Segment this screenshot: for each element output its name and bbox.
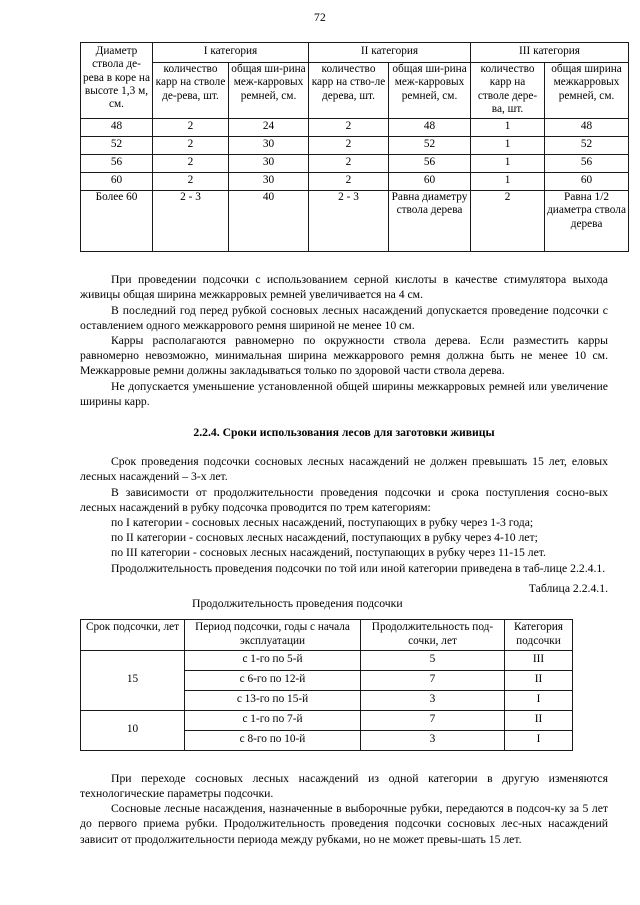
cell-cat3-width: 56	[545, 155, 629, 173]
table-row	[81, 710, 573, 730]
table-karry-subheader-4: общая ши-рина меж-карровых ремней, см.	[389, 63, 471, 119]
cell-cat3-count: 2	[471, 191, 545, 252]
cell-diameter: 48	[81, 119, 153, 137]
cell-cat2-count: 2	[309, 137, 389, 155]
cell-cat1-count: 2 - 3	[153, 191, 229, 252]
table-karry-header-cat1: I категория	[153, 43, 309, 63]
cell-cat1-width: 24	[229, 119, 309, 137]
table-row	[81, 173, 629, 191]
cell-cat1-width: 30	[229, 137, 309, 155]
cell-diameter: 60	[81, 173, 153, 191]
table-srok-duration	[80, 619, 573, 751]
table-karry-header-row-top	[81, 43, 629, 63]
table-row	[81, 137, 629, 155]
cell-period: с 1-го по 7-й	[185, 710, 361, 730]
cell-category: III	[505, 650, 573, 670]
cell-term: 15	[81, 650, 185, 710]
cell-duration: 3	[361, 690, 505, 710]
cell-cat3-count: 1	[471, 119, 545, 137]
cell-cat2-count: 2 - 3	[309, 191, 389, 252]
cell-cat3-width: Равна 1/2 диаметра ствола дерева	[545, 191, 629, 252]
cell-cat3-width: 52	[545, 137, 629, 155]
table-karry-subheader-5: количество карр на стволе дере-ва, шт.	[471, 63, 545, 119]
cell-cat2-count: 2	[309, 173, 389, 191]
cell-category: I	[505, 730, 573, 750]
cell-diameter: 56	[81, 155, 153, 173]
page-number: 72	[314, 12, 326, 24]
table-srok-header-period: Период подсочки, годы с начала эксплуатации	[185, 620, 361, 651]
cell-cat1-width: 30	[229, 155, 309, 173]
table-srok-header-category: Категория подсочки	[505, 620, 573, 651]
paragraph-table-reference: Продолжительность проведения подсочки по той или иной категории приведена в таб-лице 2.2.4.1.	[111, 561, 606, 575]
cell-period: с 1-го по 5-й	[185, 650, 361, 670]
cell-cat2-width: 60	[389, 173, 471, 191]
paragraph-last-year-before-cut: В последний год перед рубкой сосновых лесных насаждений допускается проведение подсочки с оставлением одного межкаррового ремня шириной не менее 10 см.	[80, 303, 608, 332]
table-srok-header-row	[81, 620, 573, 651]
paragraph-term-limits: Срок проведения подсочки сосновых лесных насаждений не должен превышать 15 лет, еловых лесных насаждений – 3-х лет.	[80, 455, 608, 484]
cell-cat1-width: 40	[229, 191, 309, 252]
cell-category: II	[505, 710, 573, 730]
table-srok-number-label: Таблица 2.2.4.1.	[528, 581, 608, 595]
cell-cat1-count: 2	[153, 173, 229, 191]
page-content	[80, 42, 626, 847]
cell-cat3-width: 60	[545, 173, 629, 191]
cell-diameter: Более 60	[81, 191, 153, 252]
table-karry-header-cat3: III категория	[471, 43, 629, 63]
list-item-category-2: по II категории - сосновых лесных насаждений, поступающих в рубку через 4-10 лет;	[111, 531, 538, 545]
cell-cat2-width: 56	[389, 155, 471, 173]
table-row	[81, 119, 629, 137]
cell-cat3-count: 1	[471, 155, 545, 173]
cell-cat3-count: 1	[471, 137, 545, 155]
table-srok-header-duration: Продолжительность под-сочки, лет	[361, 620, 505, 651]
table-row	[81, 155, 629, 173]
list-item-category-1: по I категории - сосновых лесных насаждений, поступающих в рубку через 1-3 года;	[111, 516, 534, 530]
table-karry-subheader-1: количество карр на стволе де-рева, шт.	[153, 63, 229, 119]
paragraph-sulfuric-acid: При проведении подсочки с использованием серной кислоты в качестве стимулятора выхода живицы общая ширина межкарровых ремней увеличивается на 4 см.	[80, 273, 608, 302]
cell-cat3-count: 1	[471, 173, 545, 191]
table-karry-subheader-2: общая ши-рина меж-карровых ремней, см.	[229, 63, 309, 119]
table-karry-subheader-3: количество карр на ство-ле дерева, шт.	[309, 63, 389, 119]
cell-cat1-count: 2	[153, 137, 229, 155]
cell-period: с 13-го по 15-й	[185, 690, 361, 710]
cell-period: с 6-го по 12-й	[185, 670, 361, 690]
table-row	[81, 650, 573, 670]
paragraph-karry-placement: Карры располагаются равномерно по окружности ствола дерева. Если разместить карры равномерно невозможно, минимальная ширина межкаррового ремня должна быть не менее 10 см. Межкарровые ремни должны закладываться только по здоровой части ствола дерева.	[80, 334, 608, 378]
cell-cat2-count: 2	[309, 119, 389, 137]
cell-category: I	[505, 690, 573, 710]
cell-diameter: 52	[81, 137, 153, 155]
table-karry-header-diameter: Диаметр ствола де-рева в коре на высоте 1,3 м, см.	[81, 43, 153, 119]
table-karry-parameters	[80, 42, 629, 252]
cell-cat2-width: 52	[389, 137, 471, 155]
cell-period: с 8-го по 10-й	[185, 730, 361, 750]
table-srok-title: Продолжительность проведения подсочки	[192, 597, 403, 611]
cell-cat2-width: 48	[389, 119, 471, 137]
cell-cat2-width: Равна диаметру ствола дерева	[389, 191, 471, 252]
list-item-category-3: по III категории - сосновых лесных насаждений, поступающих в рубку через 11-15 лет.	[111, 546, 546, 560]
paragraph-three-categories: В зависимости от продолжительности проведения подсочки и срока поступления сосно-вых лесных насаждений в рубку подсочка проводится по трем категориям:	[80, 485, 608, 514]
table-karry-header-row-sub	[81, 63, 629, 119]
cell-cat1-count: 2	[153, 155, 229, 173]
cell-duration: 5	[361, 650, 505, 670]
cell-category: II	[505, 670, 573, 690]
table-karry-subheader-6: общая ширина межкарровых ремней, см.	[545, 63, 629, 119]
paragraph-no-reduction: Не допускается уменьшение установленной общей ширины межкарровых ремней или увеличение ширины карр.	[80, 379, 608, 408]
table-srok-header-term: Срок подсочки, лет	[81, 620, 185, 651]
paragraph-selective-cuts: Сосновые лесные насаждения, назначенные в выборочные рубки, передаются в подсоч-ку за 5 лет до первого приема рубки. Продолжительность проведения подсочки сосновых лес-ных насаждений зависит от продолжительности периода между рубками, но не может превы-шать 15 лет.	[80, 802, 608, 846]
cell-cat1-width: 30	[229, 173, 309, 191]
table-karry-header-cat2: II категория	[309, 43, 471, 63]
paragraph-category-transition: При переходе сосновых лесных насаждений из одной категории в другую изменяются технологические параметры подсочки.	[80, 771, 608, 801]
cell-cat3-width: 48	[545, 119, 629, 137]
cell-cat2-count: 2	[309, 155, 389, 173]
cell-duration: 7	[361, 670, 505, 690]
cell-duration: 3	[361, 730, 505, 750]
cell-duration: 7	[361, 710, 505, 730]
table-row	[81, 191, 629, 252]
cell-term: 10	[81, 710, 185, 750]
cell-cat1-count: 2	[153, 119, 229, 137]
section-heading-2-2-4: 2.2.4. Сроки использования лесов для заготовки живицы	[193, 426, 495, 440]
